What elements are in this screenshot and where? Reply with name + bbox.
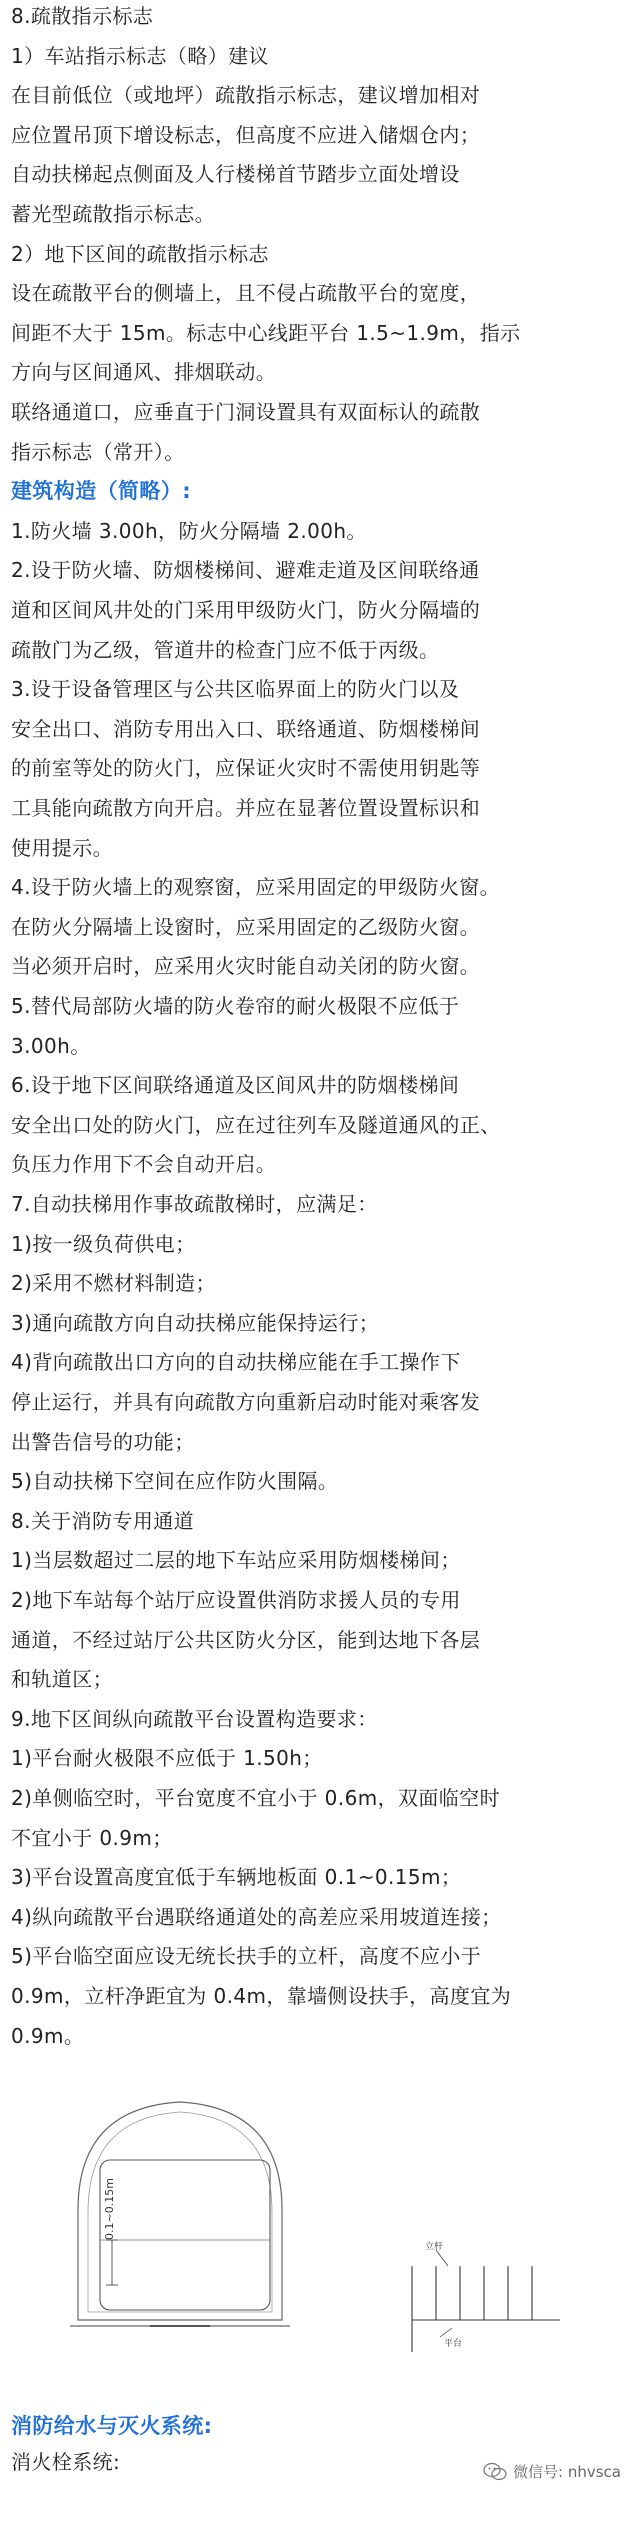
text-line: 安全出口、消防专用出入口、联络通道、防烟楼梯间 xyxy=(11,716,481,741)
text-line: 8.疏散指示标志 xyxy=(11,4,154,28)
section-heading-fire-water-system: 消防给水与灭火系统: xyxy=(11,2414,213,2438)
text-line: 1.防火墙 3.00h，防火分隔墙 2.00h。 xyxy=(11,518,367,543)
text-line: 2)地下车站每个站厅应设置供消防求援人员的专用 xyxy=(11,1588,461,1612)
text-line: 通道，不经过站厅公共区防火分区，能到达地下各层 xyxy=(11,1627,481,1652)
text-line: 1）车站指示标志（略）建议 xyxy=(11,43,269,68)
text-line: 疏散门为乙级，管道井的检查门应不低于丙级。 xyxy=(11,637,440,662)
wechat-icon xyxy=(483,2462,507,2482)
text-line: 负压力作用下不会自动开启。 xyxy=(11,1152,277,1177)
text-line: 0.9m，立杆净距宜为 0.4m，靠墙侧设扶手，高度宜为 xyxy=(11,1984,512,2008)
text-line: 道和区间风井处的门采用甲级防火门，防火分隔墙的 xyxy=(11,598,481,622)
text-line: 1)平台耐火极限不应低于 1.50h； xyxy=(11,1746,323,1771)
platform-label: 平台 xyxy=(444,2339,463,2349)
text-line: 1)当层数超过二层的地下车站应采用防烟楼梯间； xyxy=(11,1548,461,1573)
text-line: 3)通向疏散方向自动扶梯应能保持运行； xyxy=(11,1310,380,1335)
text-line: 2)采用不燃材料制造； xyxy=(11,1271,216,1296)
tunnel-cross-section-drawing xyxy=(0,2090,629,2370)
text-line: 5.替代局部防火墙的防火卷帘的耐火极限不应低于 xyxy=(11,994,460,1018)
text-line: 自动扶梯起点侧面及人行楼梯首节踏步立面处增设 xyxy=(11,162,460,187)
text-line: 4)背向疏散出口方向的自动扶梯应能在手工操作下 xyxy=(11,1350,461,1375)
text-line: 停止运行，并具有向疏散方向重新启动时能对乘客发 xyxy=(11,1390,481,1414)
text-line: 7.自动扶梯用作事故疏散梯时，应满足： xyxy=(11,1192,378,1216)
text-line: 使用提示。 xyxy=(11,835,113,860)
text-line: 在目前低位（或地坪）疏散指示标志，建议增加相对 xyxy=(11,83,481,108)
text-line: 3.00h。 xyxy=(11,1033,91,1058)
text-line: 工具能向疏散方向开启。并应在显著位置设置标识和 xyxy=(11,796,481,820)
text-line: 出警告信号的功能； xyxy=(11,1429,195,1454)
watermark xyxy=(483,2461,621,2482)
text-line: 当必须开启时，应采用火灾时能自动关闭的防火窗。 xyxy=(11,954,481,979)
text-line: 8.关于消防专用通道 xyxy=(11,1508,195,1533)
text-line: 应位置吊顶下增设标志，但高度不应进入储烟仓内； xyxy=(11,122,481,147)
section-heading: 建筑构造（简略）: xyxy=(11,479,191,504)
tunnel-platform-figure xyxy=(0,2090,629,2370)
text-line: 和轨道区； xyxy=(11,1667,113,1692)
text-line: 4.设于防火墙上的观察窗，应采用固定的甲级防火窗。 xyxy=(11,875,501,900)
text-line: 3.设于设备管理区与公共区临界面上的防火门以及 xyxy=(11,677,460,702)
text-line: 1)按一级负荷供电； xyxy=(11,1231,196,1256)
post-label: 立杆 xyxy=(425,2242,444,2252)
text-line: 间距不大于 15m。标志中心线距平台 1.5~1.9m，指示 xyxy=(11,320,521,345)
text-line: 5)平台临空面应设无统长扶手的立杆，高度不应小于 xyxy=(11,1944,482,1969)
text-line: 的前室等处的防火门，应保证火灾时不需使用钥匙等 xyxy=(11,756,481,781)
text-line: 6.设于地下区间联络通道及区间风井的防烟楼梯间 xyxy=(11,1073,460,1098)
hydrant-system-text: 消火栓系统: xyxy=(11,2450,121,2474)
text-line: 5)自动扶梯下空间在应作防火围隔。 xyxy=(11,1469,339,1494)
text-line: 方向与区间通风、排烟联动。 xyxy=(11,360,277,385)
text-line: 在防火分隔墙上设窗时，应采用固定的乙级防火窗。 xyxy=(11,914,481,939)
text-line: 2）地下区间的疏散指示标志 xyxy=(11,241,269,266)
platform-height-dimension-label: 0.1~0.15m xyxy=(103,2178,116,2240)
text-line: 4)纵向疏散平台遇联络通道处的高差应采用坡道连接； xyxy=(11,1904,502,1929)
text-line: 设在疏散平台的侧墙上，且不侵占疏散平台的宽度， xyxy=(11,281,481,306)
text-line: 指示标志（常开）。 xyxy=(11,439,185,464)
text-line: 2)单侧临空时，平台宽度不宜小于 0.6m，双面临空时 xyxy=(11,1786,500,1810)
text-line: 9.地下区间纵向疏散平台设置构造要求： xyxy=(11,1706,378,1731)
text-line: 3)平台设置高度宜低于车辆地板面 0.1~0.15m； xyxy=(11,1865,462,1890)
text-line: 不宜小于 0.9m； xyxy=(11,1825,173,1850)
text-line: 联络通道口，应垂直于门洞设置具有双面标认的疏散 xyxy=(11,400,481,424)
text-line: 0.9m。 xyxy=(11,2023,85,2048)
watermark-text: 微信号: nhvsca xyxy=(513,2463,621,2481)
text-line: 安全出口处的防火门，应在过往列车及隧道通风的正、 xyxy=(11,1112,501,1137)
text-line: 2.设于防火墙、防烟楼梯间、避难走道及区间联络通 xyxy=(11,558,480,583)
text-line: 蓄光型疏散指示标志。 xyxy=(11,202,215,226)
